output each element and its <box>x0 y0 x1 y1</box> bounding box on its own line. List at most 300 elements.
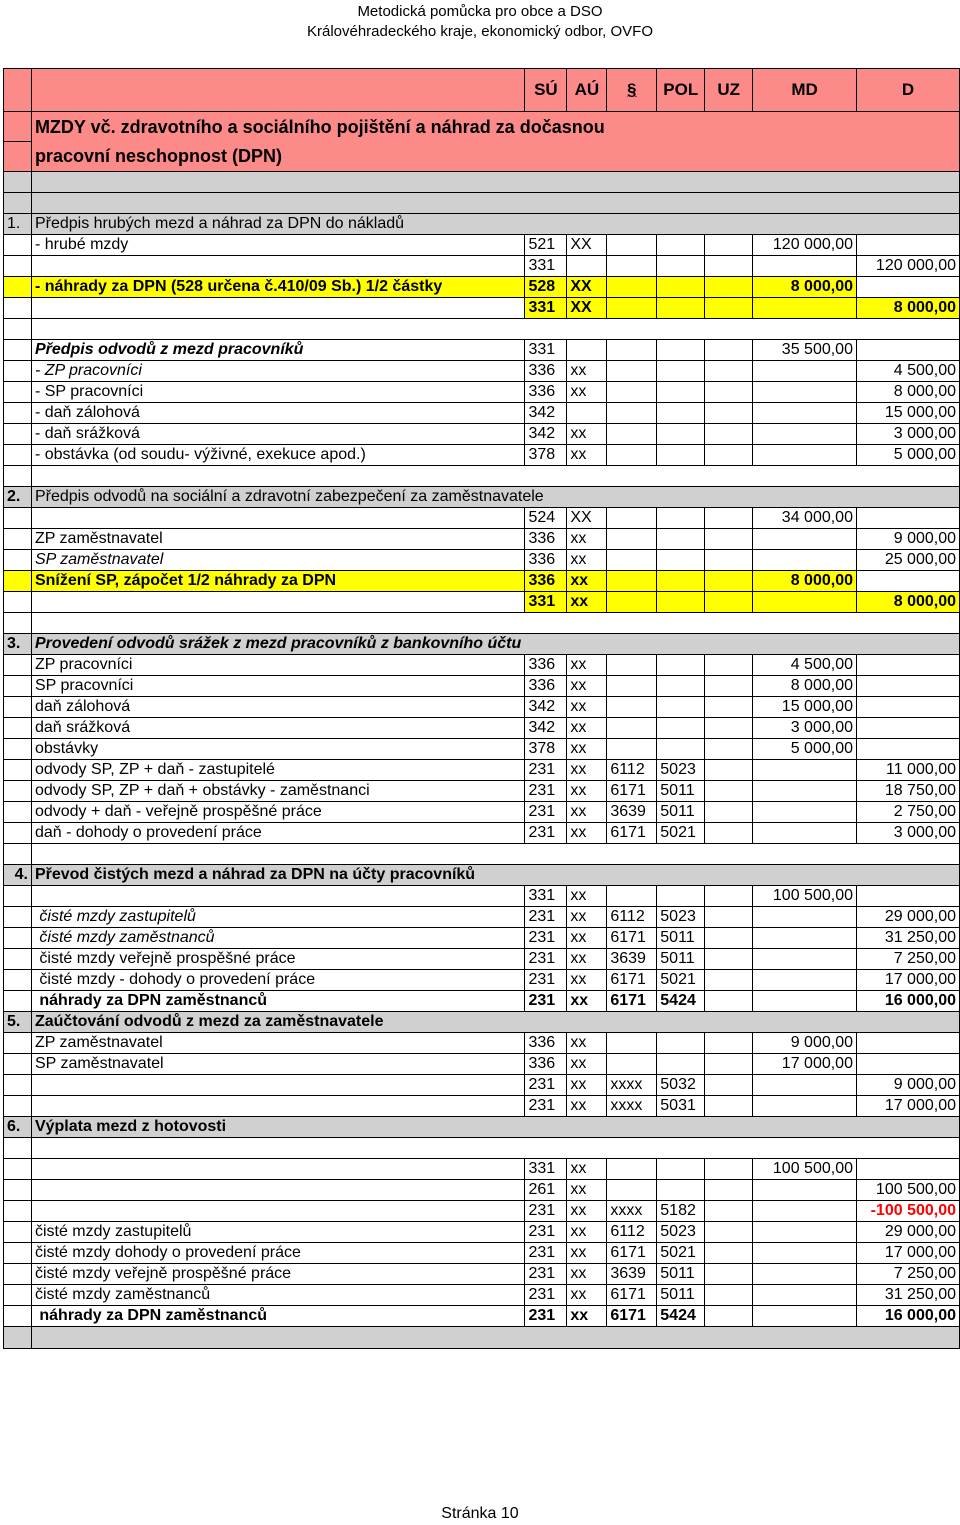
table-cell: 100 500,00 <box>856 1180 959 1201</box>
blank-row <box>4 319 960 340</box>
empty-cell <box>4 361 32 382</box>
table-cell: 4 500,00 <box>856 361 959 382</box>
section-title: Výplata mezd z hotovosti <box>31 1117 959 1138</box>
table-cell: 3639 <box>607 1264 657 1285</box>
empty-cell <box>607 529 657 550</box>
empty-cell <box>4 277 32 298</box>
col-uz-header: UZ <box>705 69 753 112</box>
empty-cell <box>607 697 657 718</box>
empty-cell <box>4 571 32 592</box>
empty-cell <box>753 361 857 382</box>
empty-cell <box>607 340 657 361</box>
empty-cell <box>4 1075 32 1096</box>
blank-row <box>4 193 960 214</box>
empty-cell <box>4 1264 32 1285</box>
table-cell: čisté mzdy zaměstnanců <box>31 1285 525 1306</box>
empty-cell <box>31 298 525 319</box>
table-row <box>4 1054 960 1075</box>
table-cell: 2 750,00 <box>856 802 959 823</box>
table-row <box>4 403 960 424</box>
table-cell: čisté mzdy veřejně prospěšné práce <box>31 1264 525 1285</box>
empty-cell <box>607 508 657 529</box>
title-row-1 <box>4 112 960 142</box>
empty-cell <box>31 592 525 613</box>
empty-cell <box>4 1138 32 1159</box>
empty-cell <box>31 1201 525 1222</box>
empty-cell <box>607 235 657 256</box>
table-cell: 5011 <box>657 1285 705 1306</box>
table-cell: xx <box>567 991 607 1012</box>
empty-cell <box>705 655 753 676</box>
table-cell: 6112 <box>607 760 657 781</box>
empty-cell <box>753 802 857 823</box>
empty-cell <box>753 424 857 445</box>
empty-cell <box>705 361 753 382</box>
empty-cell <box>657 403 705 424</box>
table-cell: xx <box>567 655 607 676</box>
empty-cell <box>657 277 705 298</box>
empty-cell <box>31 508 525 529</box>
empty-cell <box>657 739 705 760</box>
empty-cell <box>607 298 657 319</box>
empty-cell <box>705 886 753 907</box>
table-cell: 336 <box>525 382 567 403</box>
table-cell: 5021 <box>657 823 705 844</box>
table-row <box>4 886 960 907</box>
title-row-2 <box>4 142 960 172</box>
empty-cell <box>705 424 753 445</box>
empty-cell <box>31 613 959 634</box>
empty-cell <box>567 403 607 424</box>
table-cell: xx <box>567 1285 607 1306</box>
document-header-line1: Metodická pomůcka pro obce a DSO <box>357 3 603 20</box>
empty-cell <box>4 781 32 802</box>
empty-cell <box>4 424 32 445</box>
empty-cell <box>607 886 657 907</box>
empty-cell <box>31 69 525 112</box>
table-row <box>4 550 960 571</box>
table-cell: 231 <box>525 1201 567 1222</box>
accounting-table <box>3 68 960 1349</box>
empty-cell <box>4 550 32 571</box>
table-cell: xx <box>567 1243 607 1264</box>
section-number: 1. <box>4 214 32 235</box>
table-cell: XX <box>567 277 607 298</box>
empty-cell <box>4 1222 32 1243</box>
table-cell: 7 250,00 <box>856 1264 959 1285</box>
separator-row <box>4 172 960 193</box>
col-paragraph-header: § <box>607 69 657 112</box>
table-cell: 378 <box>525 445 567 466</box>
table-cell: 231 <box>525 928 567 949</box>
empty-cell <box>705 550 753 571</box>
table-cell: 8 000,00 <box>856 592 959 613</box>
table-cell: -100 500,00 <box>856 1201 959 1222</box>
table-cell: 6171 <box>607 781 657 802</box>
table-cell: 5011 <box>657 1264 705 1285</box>
table-cell: 5011 <box>657 949 705 970</box>
table-cell: 5023 <box>657 760 705 781</box>
empty-cell <box>4 1201 32 1222</box>
empty-cell <box>657 298 705 319</box>
table-cell: 16 000,00 <box>856 1306 959 1327</box>
table-cell: xx <box>567 1096 607 1117</box>
table-cell: SP zaměstnavatel <box>31 1054 525 1075</box>
empty-cell <box>705 340 753 361</box>
empty-cell <box>657 340 705 361</box>
table-cell: xx <box>567 445 607 466</box>
table-row-highlight <box>4 298 960 319</box>
empty-cell <box>657 424 705 445</box>
table-cell: xx <box>567 1075 607 1096</box>
table-cell: 231 <box>525 991 567 1012</box>
table-row <box>4 382 960 403</box>
empty-cell <box>4 256 32 277</box>
empty-cell <box>4 823 32 844</box>
table-cell: 342 <box>525 424 567 445</box>
table-cell: xx <box>567 823 607 844</box>
table-cell: obstávky <box>31 739 525 760</box>
table-cell: 231 <box>525 949 567 970</box>
table-row <box>4 1306 960 1327</box>
table-cell: čisté mzdy - dohody o provedení práce <box>31 970 525 991</box>
empty-cell <box>31 256 525 277</box>
empty-cell <box>4 1306 32 1327</box>
empty-cell <box>753 529 857 550</box>
empty-cell <box>705 508 753 529</box>
table-cell: xx <box>567 382 607 403</box>
empty-cell <box>4 112 32 142</box>
empty-cell <box>856 571 959 592</box>
section-4-header <box>4 865 960 886</box>
table-cell: 8 000,00 <box>856 382 959 403</box>
table-cell: 342 <box>525 718 567 739</box>
empty-cell <box>4 382 32 403</box>
table-cell: XX <box>567 298 607 319</box>
empty-cell <box>657 256 705 277</box>
empty-cell <box>4 991 32 1012</box>
empty-cell <box>705 1054 753 1075</box>
empty-cell <box>657 382 705 403</box>
empty-cell <box>657 571 705 592</box>
table-cell: čisté mzdy zastupitelů <box>31 1222 525 1243</box>
table-cell: 6171 <box>607 970 657 991</box>
table-cell: 3 000,00 <box>753 718 857 739</box>
empty-cell <box>657 445 705 466</box>
table-row <box>4 1222 960 1243</box>
table-cell: ZP pracovníci <box>31 655 525 676</box>
table-cell: 3639 <box>607 949 657 970</box>
table-cell: čisté mzdy zastupitelů <box>31 907 525 928</box>
empty-cell <box>753 445 857 466</box>
table-row <box>4 1180 960 1201</box>
blank-row <box>4 1138 960 1159</box>
table-row <box>4 1096 960 1117</box>
table-cell: 524 <box>525 508 567 529</box>
table-cell: 336 <box>525 529 567 550</box>
table-cell: 521 <box>525 235 567 256</box>
empty-cell <box>4 466 32 487</box>
table-row <box>4 256 960 277</box>
table-cell: 8 000,00 <box>856 298 959 319</box>
empty-cell <box>607 277 657 298</box>
table-row <box>4 676 960 697</box>
table-cell: XX <box>567 508 607 529</box>
empty-cell <box>4 508 32 529</box>
table-cell: čisté mzdy dohody o provedení práce <box>31 1243 525 1264</box>
empty-cell <box>567 256 607 277</box>
empty-cell <box>705 1159 753 1180</box>
empty-cell <box>856 655 959 676</box>
table-row-highlight <box>4 571 960 592</box>
empty-cell <box>4 928 32 949</box>
empty-cell <box>705 718 753 739</box>
empty-cell <box>705 1264 753 1285</box>
table-row <box>4 907 960 928</box>
empty-cell <box>705 676 753 697</box>
table-cell: 17 000,00 <box>753 1054 857 1075</box>
empty-cell <box>4 1054 32 1075</box>
table-row <box>4 424 960 445</box>
table-cell: 342 <box>525 403 567 424</box>
table-row <box>4 781 960 802</box>
empty-cell <box>4 676 32 697</box>
table-cell: xx <box>567 886 607 907</box>
empty-cell <box>31 466 959 487</box>
table-cell: 16 000,00 <box>856 991 959 1012</box>
table-row <box>4 949 960 970</box>
col-md-header: MD <box>753 69 857 112</box>
table-cell: - hrubé mzdy <box>31 235 525 256</box>
table-cell: 528 <box>525 277 567 298</box>
empty-cell <box>657 697 705 718</box>
empty-cell <box>567 340 607 361</box>
table-cell: 231 <box>525 1264 567 1285</box>
table-row <box>4 760 960 781</box>
table-cell: 17 000,00 <box>856 1096 959 1117</box>
table-cell: 35 500,00 <box>753 340 857 361</box>
empty-cell <box>4 760 32 781</box>
empty-cell <box>705 1306 753 1327</box>
empty-cell <box>657 676 705 697</box>
table-cell: 231 <box>525 760 567 781</box>
empty-cell <box>753 949 857 970</box>
empty-cell <box>705 760 753 781</box>
empty-cell <box>607 1033 657 1054</box>
empty-cell <box>31 1159 525 1180</box>
empty-cell <box>753 298 857 319</box>
table-cell: 8 000,00 <box>753 277 857 298</box>
empty-cell <box>705 781 753 802</box>
table-row <box>4 1033 960 1054</box>
table-cell: 231 <box>525 970 567 991</box>
table-cell: 5023 <box>657 907 705 928</box>
empty-cell <box>753 760 857 781</box>
empty-cell <box>856 1033 959 1054</box>
table-cell: 6112 <box>607 907 657 928</box>
table-row <box>4 928 960 949</box>
table-cell: xx <box>567 1222 607 1243</box>
closing-row <box>4 1327 960 1349</box>
empty-cell <box>31 193 959 214</box>
table-cell: ZP zaměstnavatel <box>31 529 525 550</box>
table-cell: xx <box>567 907 607 928</box>
table-cell: 5021 <box>657 970 705 991</box>
table-cell: xx <box>567 718 607 739</box>
empty-cell <box>4 142 32 172</box>
empty-cell <box>657 655 705 676</box>
table-row <box>4 361 960 382</box>
table-cell: xxxx <box>607 1096 657 1117</box>
empty-cell <box>657 508 705 529</box>
empty-cell <box>753 781 857 802</box>
table-row <box>4 508 960 529</box>
table-cell: daň zálohová <box>31 697 525 718</box>
empty-cell <box>705 949 753 970</box>
empty-cell <box>4 655 32 676</box>
table-cell: 6171 <box>607 1243 657 1264</box>
empty-cell <box>705 928 753 949</box>
table-cell: 6171 <box>607 928 657 949</box>
empty-cell <box>31 172 959 193</box>
table-cell: 336 <box>525 361 567 382</box>
table-cell: 3 000,00 <box>856 823 959 844</box>
empty-cell <box>657 361 705 382</box>
empty-cell <box>607 1054 657 1075</box>
empty-cell <box>856 1054 959 1075</box>
empty-cell <box>753 256 857 277</box>
empty-cell <box>657 1159 705 1180</box>
empty-cell <box>856 739 959 760</box>
empty-cell <box>753 991 857 1012</box>
empty-cell <box>705 445 753 466</box>
table-cell: xx <box>567 928 607 949</box>
col-au-header: AÚ <box>567 69 607 112</box>
table-row-highlight <box>4 277 960 298</box>
empty-cell <box>705 1243 753 1264</box>
table-cell: 29 000,00 <box>856 907 959 928</box>
table-cell: 5021 <box>657 1243 705 1264</box>
table-row <box>4 718 960 739</box>
empty-cell <box>4 340 32 361</box>
section-title: Předpis hrubých mezd a náhrad za DPN do nákladů <box>31 214 959 235</box>
empty-cell <box>753 1306 857 1327</box>
empty-cell <box>4 193 32 214</box>
table-row <box>4 991 960 1012</box>
empty-cell <box>4 445 32 466</box>
table-row <box>4 445 960 466</box>
empty-cell <box>4 844 32 865</box>
table-cell: 231 <box>525 1306 567 1327</box>
empty-cell <box>705 1096 753 1117</box>
empty-cell <box>607 403 657 424</box>
section-2-header <box>4 487 960 508</box>
table-cell: SP zaměstnavatel <box>31 550 525 571</box>
empty-cell <box>753 403 857 424</box>
table-cell: 17 000,00 <box>856 970 959 991</box>
table-cell: Předpis odvodů z mezd pracovníků <box>31 340 525 361</box>
empty-cell <box>607 382 657 403</box>
page-title-line2: pracovní neschopnost (DPN) <box>31 142 959 172</box>
table-cell: xx <box>567 970 607 991</box>
empty-cell <box>4 949 32 970</box>
empty-cell <box>4 1327 32 1349</box>
empty-cell <box>753 1285 857 1306</box>
empty-cell <box>753 382 857 403</box>
section-1-header <box>4 214 960 235</box>
empty-cell <box>4 697 32 718</box>
empty-cell <box>4 529 32 550</box>
table-cell: 231 <box>525 1243 567 1264</box>
empty-cell <box>31 319 959 340</box>
empty-cell <box>607 718 657 739</box>
empty-cell <box>657 529 705 550</box>
empty-cell <box>705 1201 753 1222</box>
section-number: 2. <box>4 487 32 508</box>
table-cell: 231 <box>525 907 567 928</box>
table-cell: odvody SP, ZP + daň + obstávky - zaměstnanci <box>31 781 525 802</box>
empty-cell <box>705 1285 753 1306</box>
empty-cell <box>657 1033 705 1054</box>
table-cell: ZP zaměstnavatel <box>31 1033 525 1054</box>
section-number: 3. <box>4 634 32 655</box>
empty-cell <box>607 550 657 571</box>
empty-cell <box>31 1180 525 1201</box>
table-cell: čisté mzdy veřejně prospěšné práce <box>31 949 525 970</box>
table-cell: 34 000,00 <box>753 508 857 529</box>
empty-cell <box>705 235 753 256</box>
table-cell: 3 000,00 <box>856 424 959 445</box>
empty-cell <box>705 970 753 991</box>
table-row <box>4 529 960 550</box>
empty-cell <box>705 1075 753 1096</box>
table-row <box>4 1159 960 1180</box>
table-cell: 18 750,00 <box>856 781 959 802</box>
table-cell: náhrady za DPN zaměstnanců <box>31 1306 525 1327</box>
table-cell: 29 000,00 <box>856 1222 959 1243</box>
table-cell: xx <box>567 760 607 781</box>
empty-cell <box>705 277 753 298</box>
empty-cell <box>753 550 857 571</box>
table-cell: 9 000,00 <box>753 1033 857 1054</box>
table-cell: xx <box>567 361 607 382</box>
empty-cell <box>4 235 32 256</box>
table-cell: xx <box>567 697 607 718</box>
empty-cell <box>753 1096 857 1117</box>
empty-cell <box>705 802 753 823</box>
empty-cell <box>4 1285 32 1306</box>
blank-row <box>4 844 960 865</box>
table-cell: odvody + daň - veřejně prospěšné práce <box>31 802 525 823</box>
empty-cell <box>753 1201 857 1222</box>
table-cell: 231 <box>525 781 567 802</box>
empty-cell <box>4 69 32 112</box>
table-cell: 342 <box>525 697 567 718</box>
table-cell: 5011 <box>657 928 705 949</box>
empty-cell <box>705 697 753 718</box>
table-cell: 5011 <box>657 802 705 823</box>
table-cell: xx <box>567 1306 607 1327</box>
section-title: Předpis odvodů na sociální a zdravotní zabezpečení za zaměstnavatele <box>31 487 959 508</box>
table-cell: 331 <box>525 256 567 277</box>
empty-cell <box>4 298 32 319</box>
empty-cell <box>31 886 525 907</box>
col-su-header: SÚ <box>525 69 567 112</box>
table-cell: xx <box>567 571 607 592</box>
table-cell: 336 <box>525 571 567 592</box>
table-row <box>4 235 960 256</box>
empty-cell <box>705 907 753 928</box>
